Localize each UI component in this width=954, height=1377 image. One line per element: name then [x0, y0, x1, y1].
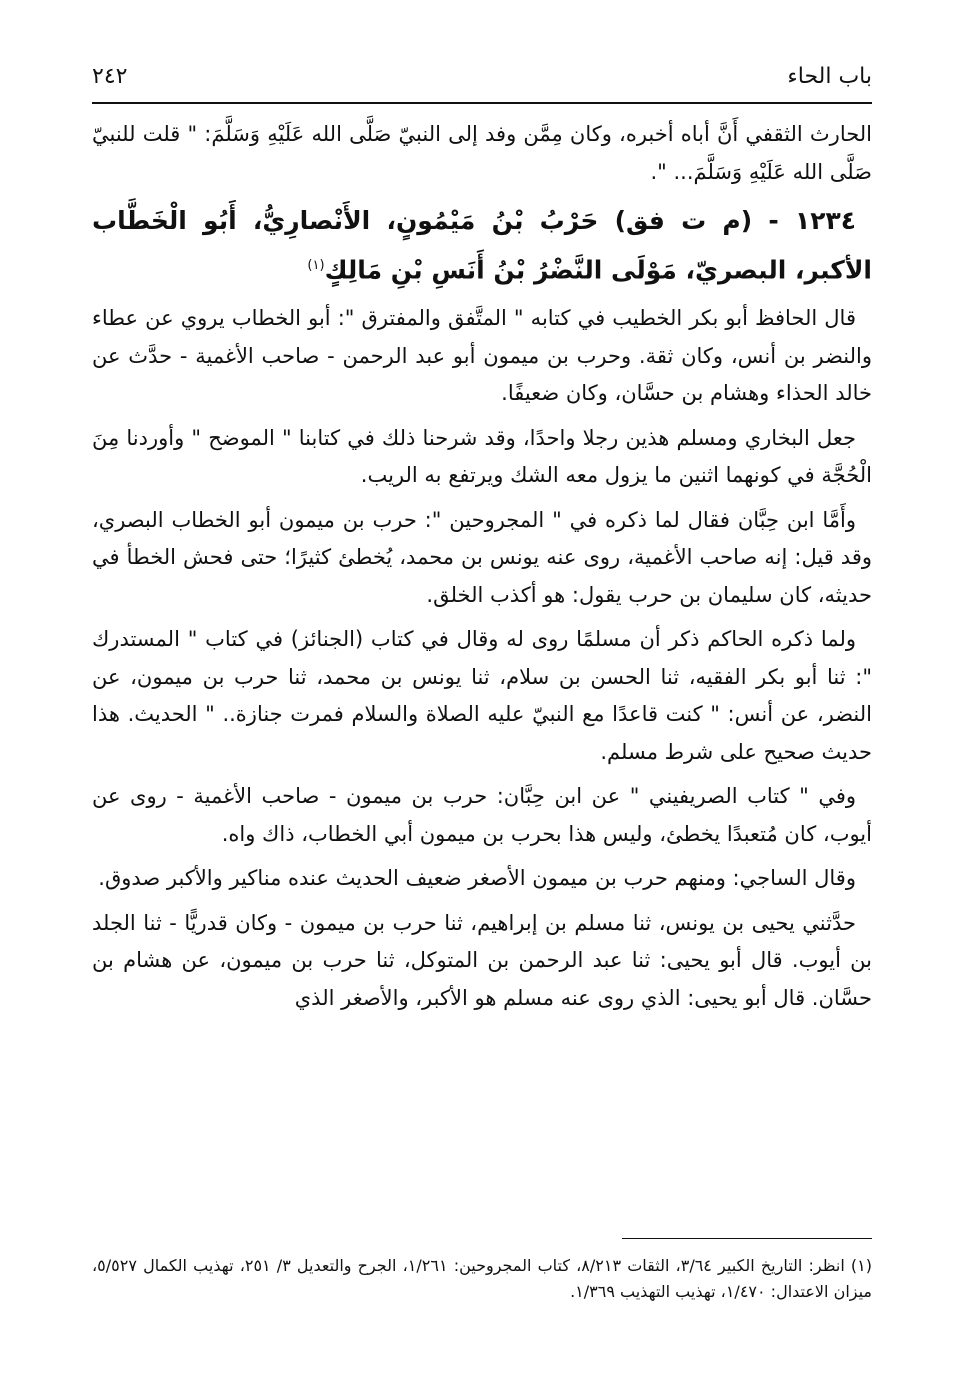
- paragraph: وقال الساجي: ومنهم حرب بن ميمون الأصغر ضعيف الحديث عنده مناكير والأكبر صدوق.: [98, 866, 856, 891]
- entry-heading: [92, 198, 872, 292]
- entry-heading-text: ١٢٣٤ - (م ت فق) حَرْبُ بْنُ مَيْمُونٍ، الأَنْصارِيُّ، أَبُو الْخَطَّاب الأكبر، البصريّ، مَوْلَى النَّضْرُ بْنُ أَنَسِ بْنِ مَالِكٍ: [92, 206, 872, 285]
- footnote: (١) انظر: التاريخ الكبير ٣/٦٤، الثقات ٨/٢١٣، كتاب المجروحين: ١/٢٦١، الجرح والتعديل ٣/ ٢٥١، تهذيب الكمال ٥/٥٢٧، ميزان الاعتدال: ١/٤٧٠، تهذيب التهذيب ١/٣٦٩.: [92, 1256, 873, 1301]
- paragraph: قال الحافظ أبو بكر الخطيب في كتابه " المتَّفق والمفترق ": أبو الخطاب يروي عن عطاء والنضر بن أنس، وكان ثقة. وحرب بن ميمون أبو عبد الرحمن - صاحب الأغمية - حدَّث عن خالد الحذاء وهشام بن حسَّان، وكان ضعيفًا.: [92, 306, 872, 406]
- section-title: باب الحاء: [787, 64, 872, 89]
- paragraph: ولما ذكره الحاكم ذكر أن مسلمًا روى له وقال في كتاب (الجنائز) في كتاب " المستدرك ": ثنا أبو بكر الفقيه، ثنا الحسن بن سلام، ثنا يونس بن محمد، ثنا حرب بن ميمون، عن النضر، عن أنس: " كنت قاعدًا مع النبيّ عليه الصلاة والسلام فمرت جنازة.. " الحديث. هذا حديث صحيح على شرط مسلم.: [92, 627, 872, 764]
- footnote-divider: [622, 1238, 872, 1239]
- footnotes-section: [92, 1238, 872, 1305]
- header-divider: [92, 102, 872, 104]
- paragraph: وأَمَّا ابن حِبَّان فقال لما ذكره في " المجروحين ": حرب بن ميمون أبو الخطاب البصري، وقد قيل: إنه صاحب الأغمية، روى عنه يونس بن محمد، يُخطئ كثيرًا؛ حتى فحش الخطأ في حديثه، كان سليمان بن حرب يقول: هو أكذب الخلق.: [92, 507, 872, 607]
- body-text: [92, 116, 872, 1024]
- page-header: [92, 58, 872, 102]
- book-page: [92, 58, 872, 1338]
- paragraph-continuation: الحارث الثقفي أَنَّ أباه أخبره، وكان مِمَّن وفد إلى النبيّ صَلَّى الله عَلَيْهِ وَسَلَّمَ: " قلت للنبيّ صَلَّى الله عَلَيْهِ وَسَلَّمَ... ".: [92, 122, 872, 184]
- paragraph: وفي " كتاب الصريفيني " عن ابن حِبَّان: حرب بن ميمون - صاحب الأغمية - روى عن أيوب، كان مُتعبدًا يخطئ، وليس هذا بحرب بن ميمون أبي الخطاب، ذاك واه.: [92, 784, 872, 846]
- page-number: ٢٤٢: [92, 64, 128, 89]
- footnote-ref[interactable]: (١): [307, 258, 325, 273]
- paragraph: جعل البخاري ومسلم هذين رجلا واحدًا، وقد شرحنا ذلك في كتابنا " الموضح " وأوردنا مِنَ الْحُجَّة في كونهما اثنين ما يزول معه الشك ويرتفع به الريب.: [92, 425, 872, 488]
- paragraph: حدَّثني يحيى بن يونس، ثنا مسلم بن إبراهيم، ثنا حرب بن ميمون - وكان قدريًّا - ثنا الجلد بن أيوب. قال أبو يحيى: ثنا عبد الرحمن بن المتوكل، ثنا حرب بن ميمون، عن هشام بن حسَّان. قال أبو يحيى: الذي روى عنه مسلم هو الأكبر، والأصغر الذي: [92, 910, 872, 1010]
